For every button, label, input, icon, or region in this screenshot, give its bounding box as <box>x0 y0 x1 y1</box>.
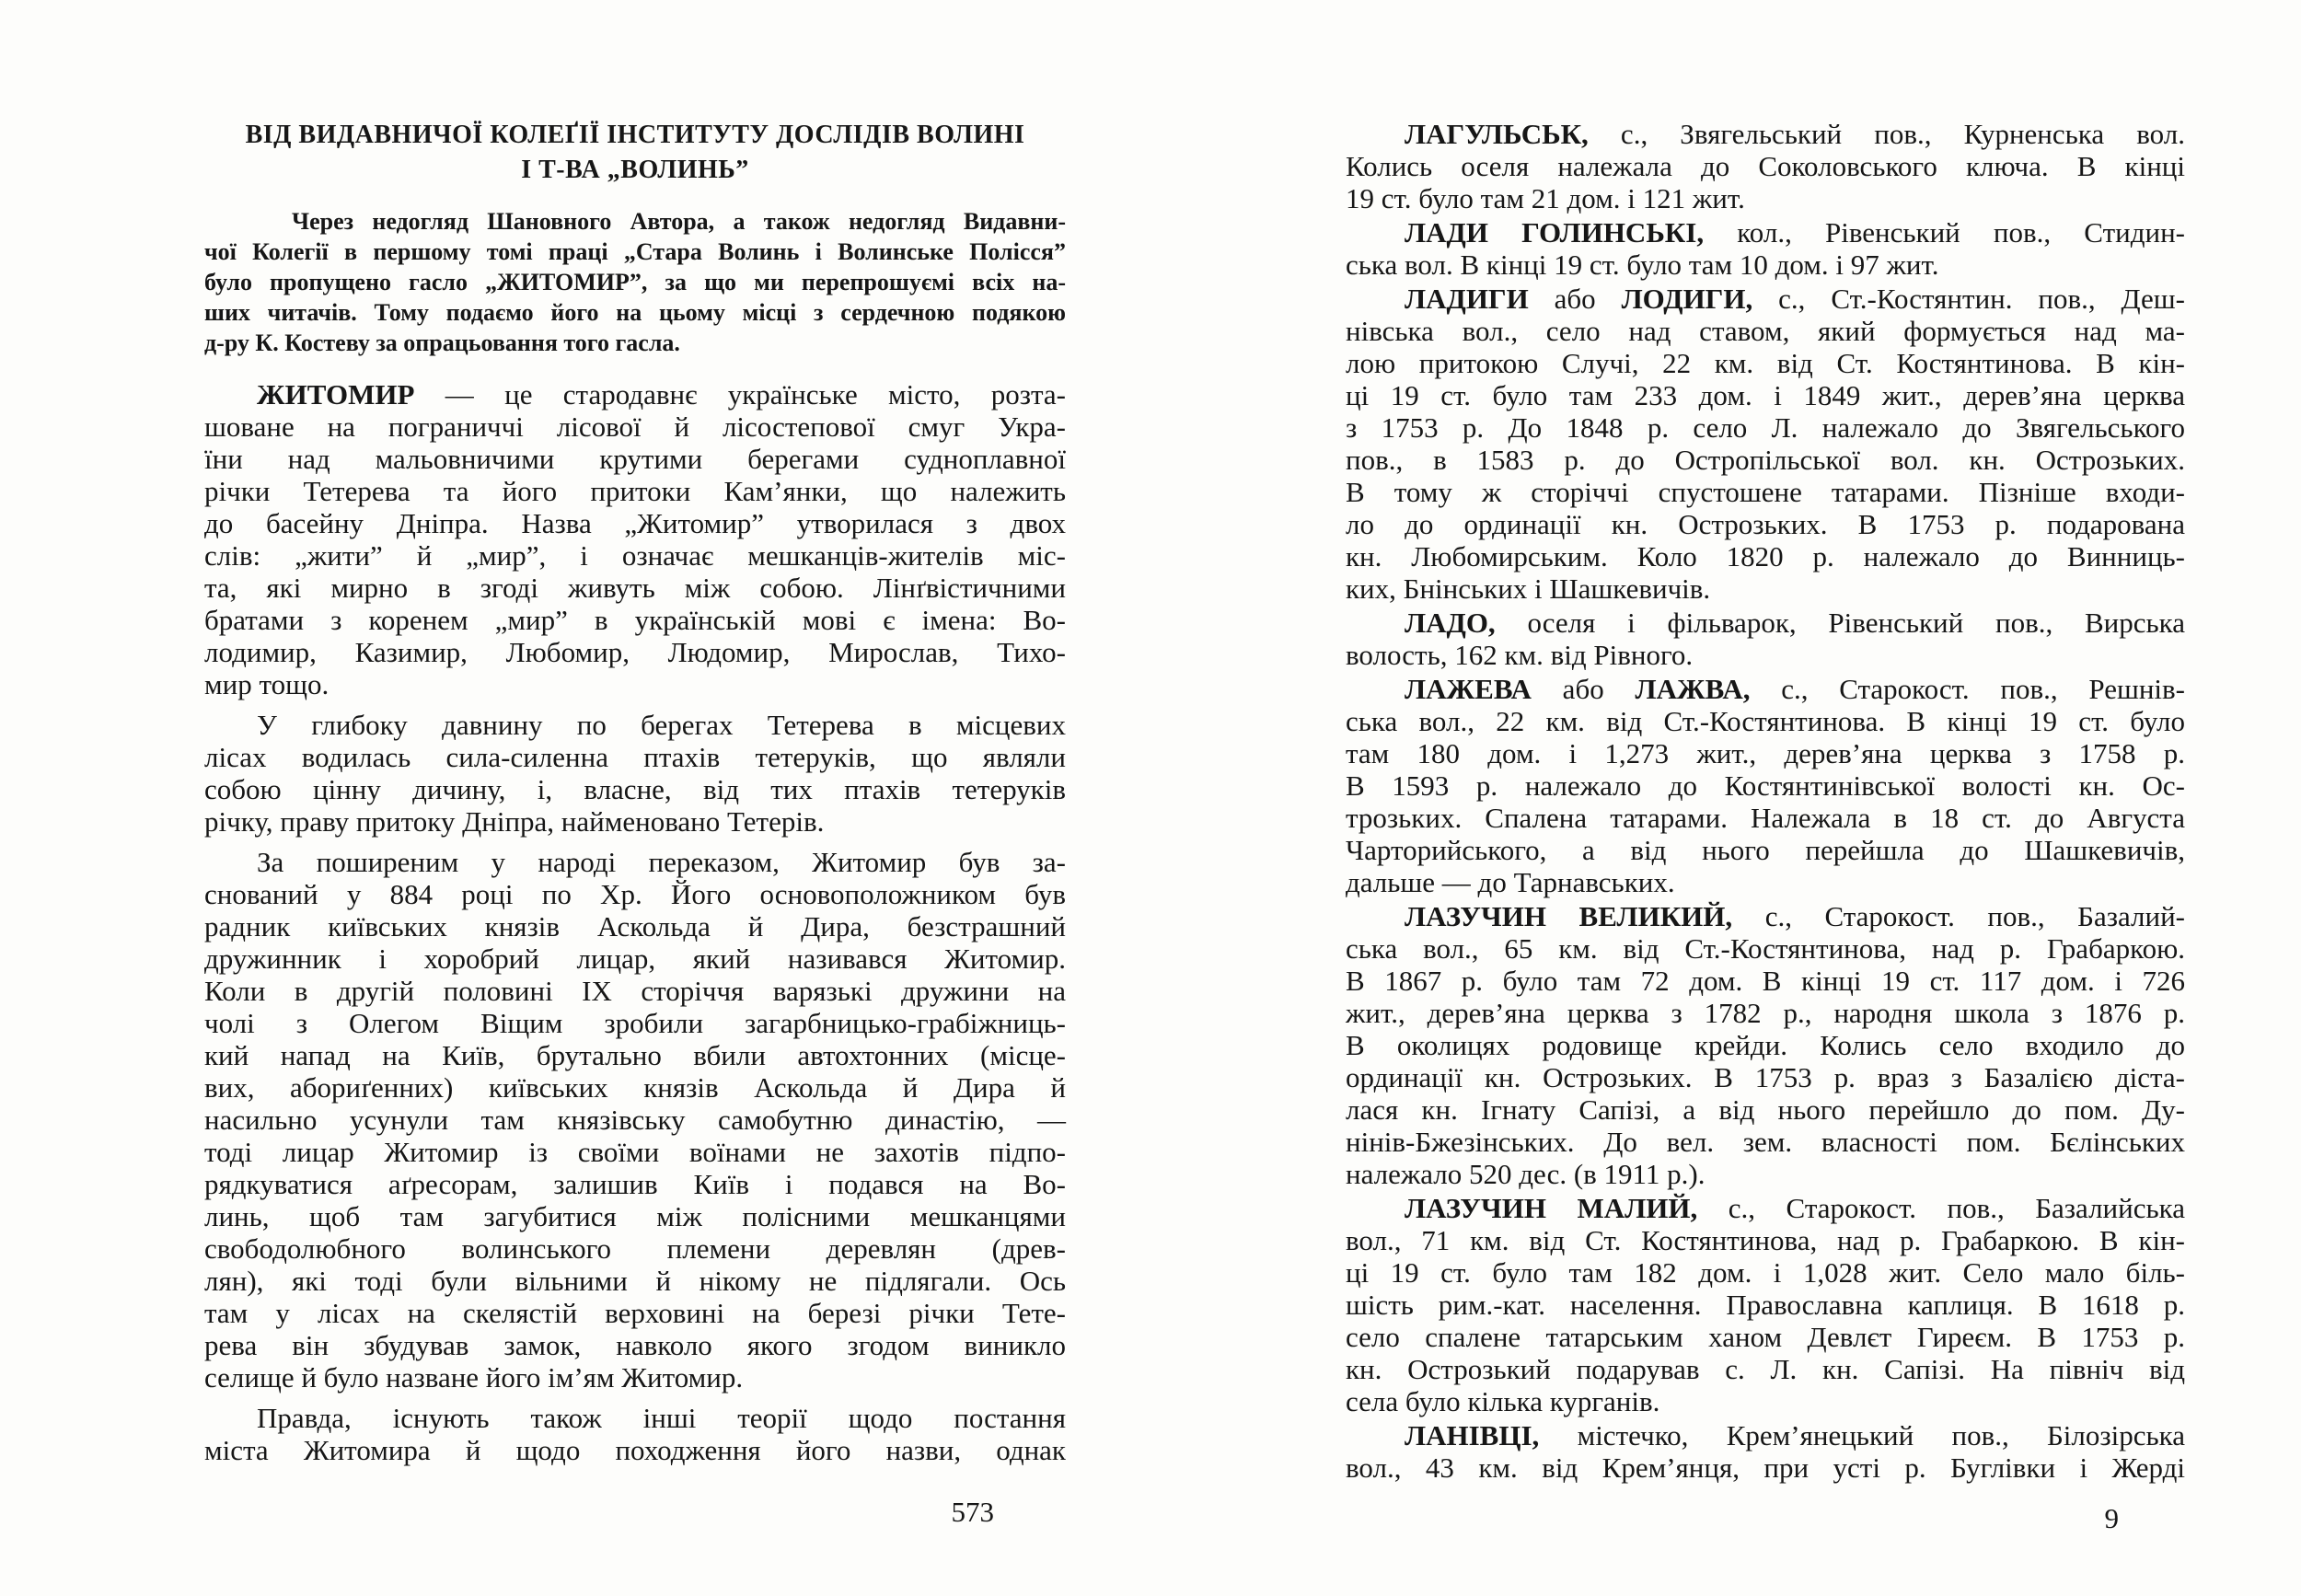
right-page-number: 9 <box>2104 1502 2119 1534</box>
left-page <box>204 118 1066 1529</box>
zhytomyr-paragraph-3 <box>204 846 1066 1394</box>
editorial-notice <box>204 206 1066 358</box>
text-line: чої Колегії в першому томі праці „Стара Волинь і Волинське Полісся” <box>204 238 1066 265</box>
text-line: ких, Бнінських і Шашкевичів. <box>1346 572 1711 605</box>
text-line: кий напад на Київ, брутально вбили автохтонних (місце- <box>204 1039 1066 1071</box>
right-page <box>1346 118 2185 1535</box>
editorial-header-line1: ВІД ВИДАВНИЧОЇ КОЛЕҐІЇ ІНСТИТУТУ ДОСЛІДІВ ВОЛИНІ <box>245 121 1025 149</box>
text-line: трозьких. Спалена татарами. Належала в 18 ст. до Августа <box>1346 802 2185 834</box>
zhytomyr-paragraph-1 <box>204 378 1066 700</box>
text-line: села було кілька курганів. <box>1346 1385 1660 1417</box>
text-line: з 1753 р. До 1848 р. село Л. належало до Звягельського <box>1346 411 2185 444</box>
text-line: ЛАГУЛЬСЬК, с., Звягельський пов., Курненська вол. <box>1405 118 2185 150</box>
left-page-number: 573 <box>951 1496 994 1528</box>
entry-ladyhy <box>1346 283 2185 605</box>
text-line: Чарторийського, а від нього перейшла до Шашкевичів, <box>1346 834 2185 866</box>
text-line: Через недогляд Шановного Автора, а також недогляд Видавни- <box>292 208 1066 235</box>
text-line: ших читачів. Тому подаємо його на цьому місці з сердечною подякою <box>204 299 1066 326</box>
entry-lazheva <box>1346 673 2185 898</box>
text-line: радник київських князів Аскольда й Дира, безстрашний <box>204 910 1066 943</box>
text-line: нівська вол., село над ставом, який формується над ма- <box>1346 315 2185 347</box>
entry-lazuchyn-malyi <box>1346 1192 2185 1417</box>
text-line: В тому ж сторіччі спустошене татарами. Пізніше входи- <box>1346 476 2185 508</box>
text-line: річку, праву притоку Дніпра, найменовано Тетерів. <box>204 805 825 838</box>
text-line: ці 19 ст. було там 233 дом. і 1849 жит., дерев’яна церква <box>1346 379 2185 411</box>
text-line: нінів-Бжезінських. До вел. зем. власності пом. Бєлінських <box>1346 1126 2185 1158</box>
entry-lady-holynski <box>1346 216 2185 281</box>
text-line: ЛАДИГИ або ЛОДИГИ, с., Ст.-Костянтин. пов., Деш- <box>1405 283 2185 315</box>
text-line: було пропущено гасло „ЖИТОМИР”, за що ми перепрошуємі всіх на- <box>204 269 1066 295</box>
text-line: жит., дерев’яна церква з 1782 р., народня школа з 1876 р. <box>1346 997 2185 1029</box>
text-line: д-ру К. Костеву за опрацьовання того гасла. <box>204 330 680 356</box>
text-line: річки Тетерева та його притоки Кам’янки, що належить <box>204 475 1066 507</box>
text-line: ло до ординації кн. Острозьких. В 1753 р. подарована <box>1346 508 2185 540</box>
text-line: лісах водилась сила-силенна птахів тетеруків, що являли <box>204 741 1066 773</box>
text-line: кн. Любомирським. Коло 1820 р. належало до Винниць- <box>1346 540 2185 572</box>
text-line: ЛАЖЕВА або ЛАЖВА, с., Старокост. пов., Решнів- <box>1405 673 2185 705</box>
text-line: міста Житомира й щодо походження його назви, однак <box>204 1434 1066 1466</box>
text-line: У глибоку давнину по берегах Тетерева в місцевих <box>257 709 1066 741</box>
entry-lazuchyn-velykyi <box>1346 900 2185 1190</box>
text-line: належало 520 дес. (в 1911 р.). <box>1346 1158 1706 1190</box>
text-line: селище й було назване його ім’ям Житомир. <box>204 1361 744 1394</box>
text-line: їни над мальовничими крутими берегами судноплавної <box>204 443 1066 475</box>
text-line: слів: „жити” й „мир”, і означає мешканців-жителів міс- <box>204 539 1066 572</box>
text-line: братами з коренем „мир” в українській мові є імена: Во- <box>204 604 1066 636</box>
text-line: свободолюбного волинського племени деревлян (древ- <box>204 1232 1066 1265</box>
entry-lahulsk <box>1346 118 2185 214</box>
text-line: та, які мирно в згоді живуть між собою. Лінґвістичними <box>204 572 1066 604</box>
text-line: Колись оселя належала до Соколовського ключа. В кінці <box>1346 150 2185 182</box>
entry-lado <box>1346 607 2185 671</box>
text-line: лян), які тоді були вільними й нікому не підлягали. Ось <box>204 1265 1066 1297</box>
zhytomyr-paragraph-2 <box>204 709 1066 838</box>
text-line: В 1593 р. належало до Костянтинівської волості кн. Ос- <box>1346 769 2185 802</box>
text-line: ці 19 ст. було там 182 дом. і 1,028 жит. Село мало біль- <box>1346 1256 2185 1289</box>
text-line: Коли в другій половині IX сторіччя варязькі дружини на <box>204 975 1066 1007</box>
zhytomyr-paragraph-4 <box>204 1402 1066 1466</box>
text-line: Правда, існують також інші теорії щодо постання <box>257 1402 1066 1434</box>
text-line: лодимир, Казимир, Любомир, Людомир, Мирослав, Тихо- <box>204 636 1066 668</box>
text-line: лася кн. Ігнату Сапізі, а від нього перейшло до пом. Ду- <box>1346 1093 2185 1126</box>
text-line: 19 ст. було там 21 дом. і 121 жит. <box>1346 182 1745 214</box>
text-line: рева він збудував замок, навколо якого згодом виникло <box>204 1329 1066 1361</box>
text-line: ЖИТОМИР — це стародавнє українське місто, розта- <box>257 378 1066 411</box>
entry-lanivtsi <box>1346 1419 2185 1484</box>
text-line: ська вол., 65 км. від Ст.-Костянтинова, над р. Грабаркою. <box>1346 932 2185 965</box>
text-line: дальше — до Тарнавських. <box>1346 866 1675 898</box>
text-line: ська вол., 22 км. від Ст.-Костянтинова. В кінці 19 ст. було <box>1346 705 2185 737</box>
text-line: ЛАДО, оселя і фільварок, Рівенський пов., Вирська <box>1405 607 2185 639</box>
editorial-header-line2: І Т-ВА „ВОЛИНЬ” <box>521 156 749 184</box>
text-line: снований у 884 році по Хр. Його основоположником був <box>204 878 1066 910</box>
text-line: линь, щоб там загубитися між полісними мешканцями <box>204 1200 1066 1232</box>
zhytomyr-article <box>204 378 1066 1466</box>
text-line: В 1867 р. було там 72 дом. В кінці 19 ст. 117 дом. і 726 <box>1346 965 2185 997</box>
text-line: лою притокою Случі, 22 км. від Ст. Костянтинова. В кін- <box>1346 347 2185 379</box>
text-line: село спалене татарським ханом Девлєт Гиреєм. В 1753 р. <box>1346 1321 2185 1353</box>
text-line: ЛАЗУЧИН ВЕЛИКИЙ, с., Старокост. пов., Базалий- <box>1405 900 2185 932</box>
text-line: дружинник і хоробрий лицар, який називався Житомир. <box>204 943 1066 975</box>
text-line: мир тощо. <box>204 668 330 700</box>
text-line: чолі з Олегом Віщим зробили загарбницько-грабіжниць- <box>204 1007 1066 1039</box>
text-line: ЛАЗУЧИН МАЛИЙ, с., Старокост. пов., Базалийська <box>1405 1192 2185 1224</box>
text-line: кн. Острозький подарував с. Л. кн. Сапізі. На північ від <box>1346 1353 2185 1385</box>
text-line: тоді лицар Житомир із своїми воїнами не захотів підпо- <box>204 1136 1066 1168</box>
text-line: собою цінну дичину, і, власне, від тих птахів тетеруків <box>204 773 1066 805</box>
text-line: вих, абориґенних) київських князів Аскольда й Дира й <box>204 1071 1066 1104</box>
text-line: вол., 43 км. від Крем’янця, при усті р. Буглівки і Жерді <box>1346 1451 2185 1484</box>
text-line: волость, 162 км. від Рівного. <box>1346 639 1694 671</box>
text-line: рядкуватися аґресорам, залишив Київ і подався на Во- <box>204 1168 1066 1200</box>
text-line: ординації кн. Острозьких. В 1753 р. враз з Базалією діста- <box>1346 1061 2185 1093</box>
text-line: ЛАНІВЦІ, містечко, Крем’янецький пов., Білозірська <box>1405 1419 2185 1451</box>
text-line: там у лісах на скелястій верховині на березі річки Тете- <box>204 1297 1066 1329</box>
text-line: там 180 дом. і 1,273 жит., дерев’яна церква з 1758 р. <box>1346 737 2185 769</box>
text-line: пов., в 1583 р. до Остропільської вол. кн. Острозьких. <box>1346 444 2185 476</box>
text-line: За поширеним у народі переказом, Житомир був за- <box>257 846 1066 878</box>
text-line: В околицях родовище крейди. Колись село входило до <box>1346 1029 2185 1061</box>
text-line: ська вол. В кінці 19 ст. було там 10 дом. і 97 жит. <box>1346 249 1939 281</box>
text-line: до басейну Дніпра. Назва „Житомир” утворилася з двох <box>204 507 1066 539</box>
gazetteer-entries <box>1346 118 2185 1484</box>
text-line: вол., 71 км. від Ст. Костянтинова, над р. Грабаркою. В кін- <box>1346 1224 2185 1256</box>
text-line: ЛАДИ ГОЛИНСЬКІ, кол., Рівенський пов., Стидин- <box>1405 216 2185 249</box>
text-line: шоване на пограниччі лісової й лісостепової смуг Укра- <box>204 411 1066 443</box>
text-line: шість рим.-кат. населення. Православна каплиця. В 1618 р. <box>1346 1289 2185 1321</box>
text-line: насильно усунули там князівську самобутню династію, — <box>204 1104 1066 1136</box>
